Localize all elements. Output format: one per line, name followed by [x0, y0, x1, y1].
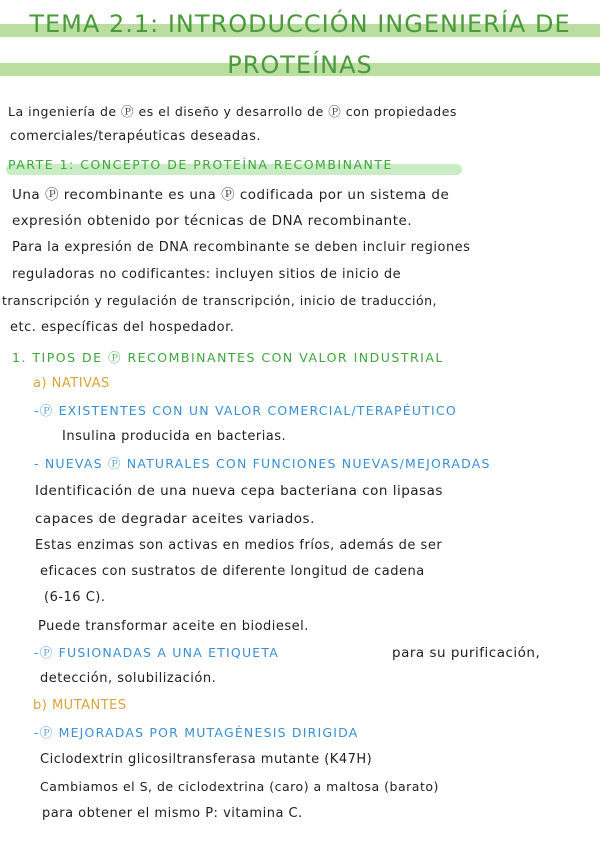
item-text: Estas enzimas son activas en medios fríos, además de ser — [35, 538, 443, 553]
item-text: para obtener el mismo P: vitamina C. — [42, 806, 303, 821]
page-title-line1: TEMA 2.1: INTRODUCCIÓN INGENIERÍA DE — [29, 10, 571, 38]
page-title-line2: PROTEÍNAS — [227, 51, 373, 79]
paragraph-line: Una Ⓟ recombinante es una Ⓟ codificada por un sistema de — [12, 187, 450, 203]
item-text: eficaces con sustratos de diferente longitud de cadena — [40, 564, 425, 579]
item-label: -Ⓟ FUSIONADAS A UNA ETIQUETA — [34, 645, 280, 660]
paragraph-line: Para la expresión de DNA recombinante se deben incluir regiones — [12, 240, 471, 255]
item-text: para su purificación, — [392, 645, 541, 661]
section1-heading: 1. TIPOS DE Ⓟ RECOMBINANTES CON VALOR INDUSTRIAL — [12, 350, 444, 365]
item-label: -Ⓟ MEJORADAS POR MUTAGÉNESIS DIRIGIDA — [34, 725, 359, 740]
item-label: - NUEVAS Ⓟ NATURALES CON FUNCIONES NUEVAS/MEJORADAS — [34, 456, 491, 471]
item-text: Cambiamos el S, de ciclodextrina (caro) a maltosa (barato) — [40, 779, 439, 794]
intro-line: La ingeniería de Ⓟ es el diseño y desarrollo de Ⓟ con propiedades — [8, 104, 457, 119]
item-label: -Ⓟ EXISTENTES CON UN VALOR COMERCIAL/TERAPÉUTICO — [34, 403, 457, 418]
item-text: Ciclodextrin glicosiltransferasa mutante (K47H) — [40, 752, 373, 767]
subsection-b-heading: b) MUTANTES — [33, 698, 127, 713]
part1-heading: PARTE 1: CONCEPTO DE PROTEÍNA RECOMBINANTE — [8, 157, 393, 172]
item-text: detección, solubilización. — [40, 671, 217, 686]
item-text: Puede transformar aceite en biodiesel. — [38, 619, 309, 634]
item-text: Identificación de una nueva cepa bacteriana con lipasas — [35, 483, 443, 499]
paragraph-line: expresión obtenido por técnicas de DNA recombinante. — [12, 213, 413, 229]
paragraph-line: etc. específicas del hospedador. — [10, 320, 235, 335]
intro-line: comerciales/terapéuticas deseadas. — [10, 129, 262, 144]
paragraph-line: reguladoras no codificantes: incluyen sitios de inicio de — [12, 267, 402, 282]
subsection-a-heading: a) NATIVAS — [33, 376, 110, 391]
item-text: Insulina producida en bacterias. — [62, 429, 287, 444]
paragraph-line: transcripción y regulación de transcripción, inicio de traducción, — [2, 293, 438, 308]
item-text: (6-16 C). — [44, 590, 106, 605]
item-text: capaces de degradar aceites variados. — [35, 511, 315, 527]
